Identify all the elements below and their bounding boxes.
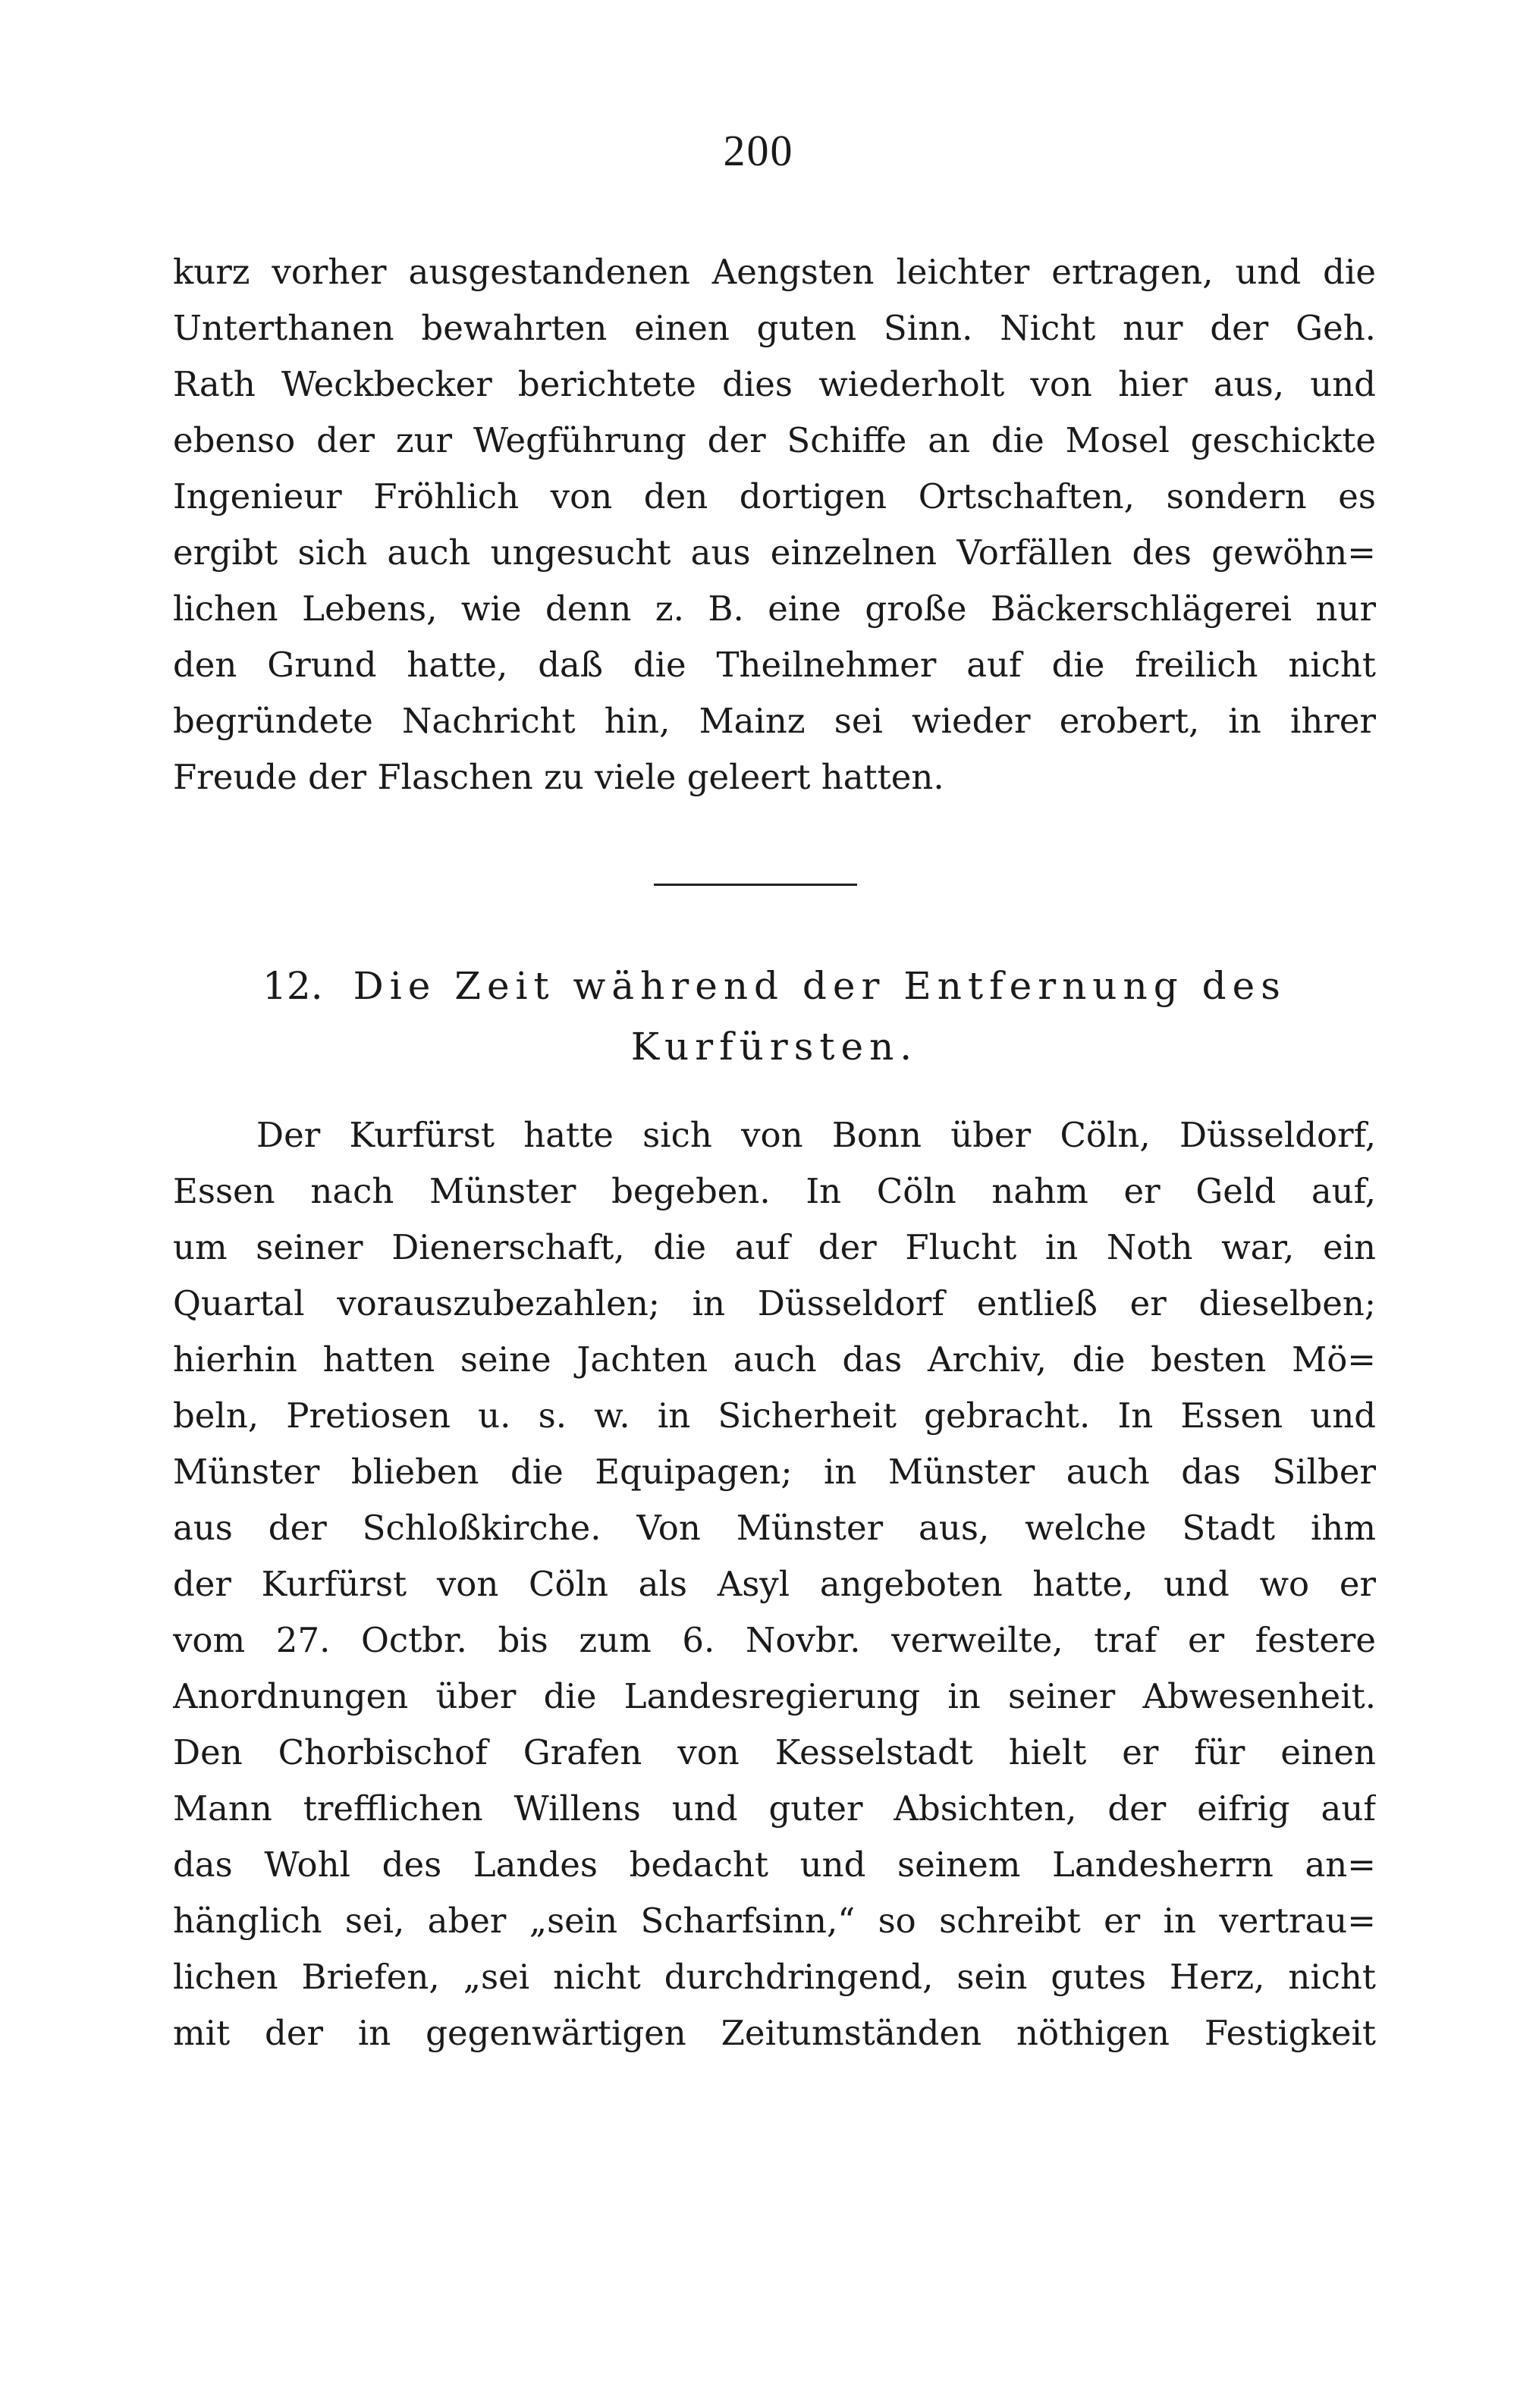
text-line: hierhin hatten seine Jachten auch das Archiv, die besten Mö=: [173, 1339, 1376, 1380]
text-line: begründete Nachricht hin, Mainz sei wieder erobert, in ihrer: [173, 701, 1376, 741]
text-line: Den Chorbischof Grafen von Kesselstadt hielt er für einen: [173, 1732, 1376, 1772]
paragraph: [173, 1107, 1376, 2061]
section-title-continued: Kurfürsten.: [630, 1025, 919, 1069]
text-line: Freude der Flaschen zu viele geleert hatten.: [173, 757, 944, 797]
text-line: Unterthanen bewahrten einen guten Sinn. Nicht nur der Geh.: [173, 308, 1376, 348]
text-line: um seiner Dienerschaft, die auf der Flucht in Noth war, ein: [173, 1227, 1376, 1267]
text-line: Mann trefflichen Willens und guter Absichten, der eifrig auf: [173, 1788, 1376, 1829]
text-line: beln, Pretiosen u. s. w. in Sicherheit gebracht. In Essen und: [173, 1396, 1376, 1436]
page-number: 200: [723, 126, 794, 175]
section-title: Die Zeit während der Entfernung des: [353, 964, 1286, 1008]
text-line: ebenso der zur Wegführung der Schiffe an die Mosel geschickte: [173, 420, 1376, 460]
text-line: der Kurfürst von Cöln als Asyl angeboten hatte, und wo er: [173, 1564, 1376, 1604]
text-line: Quartal vorauszubezahlen; in Düsseldorf entließ er dieselben;: [173, 1283, 1376, 1323]
text-line: Der Kurfürst hatte sich von Bonn über Cöln, Düsseldorf,: [256, 1115, 1376, 1155]
section-heading-line-1: [173, 956, 1376, 1016]
section-number: 12.: [262, 964, 323, 1008]
text-line: lichen Lebens, wie denn z. B. eine große Bäckerschlägerei nur: [173, 589, 1376, 629]
text-line: aus der Schloßkirche. Von Münster aus, welche Stadt ihm: [173, 1508, 1376, 1548]
text-line: den Grund hatte, daß die Theilnehmer auf die freilich nicht: [173, 645, 1376, 685]
text-line: vom 27. Octbr. bis zum 6. Novbr. verweilte, traf er festere: [173, 1620, 1376, 1660]
text-line: Essen nach Münster begeben. In Cöln nahm er Geld auf,: [173, 1171, 1376, 1211]
section-heading: [173, 956, 1376, 1077]
text-line: kurz vorher ausgestandenen Aengsten leichter ertragen, und die: [173, 252, 1376, 292]
text-line: Ingenieur Fröhlich von den dortigen Ortschaften, sondern es: [173, 476, 1376, 516]
text-line: Münster blieben die Equipagen; in Münster auch das Silber: [173, 1452, 1376, 1492]
text-line: das Wohl des Landes bedacht und seinem Landesherrn an=: [173, 1844, 1376, 1885]
text-line: lichen Briefen, „sei nicht durchdringend, sein gutes Herz, nicht: [173, 1957, 1376, 1997]
text-line: mit der in gegenwärtigen Zeitumständen nöthigen Festigkeit: [173, 2013, 1376, 2053]
text-line: Anordnungen über die Landesregierung in seiner Abwesenheit.: [173, 1676, 1376, 1716]
text-line: ergibt sich auch ungesucht aus einzelnen Vorfällen des gewöhn=: [173, 532, 1376, 573]
text-line: Rath Weckbecker berichtete dies wiederholt von hier aus, und: [173, 364, 1376, 404]
paragraph-continued: [173, 244, 1376, 805]
section-divider: [654, 884, 857, 886]
text-line: hänglich sei, aber „sein Scharfsinn,“ so schreibt er in vertrau=: [173, 1901, 1376, 1941]
